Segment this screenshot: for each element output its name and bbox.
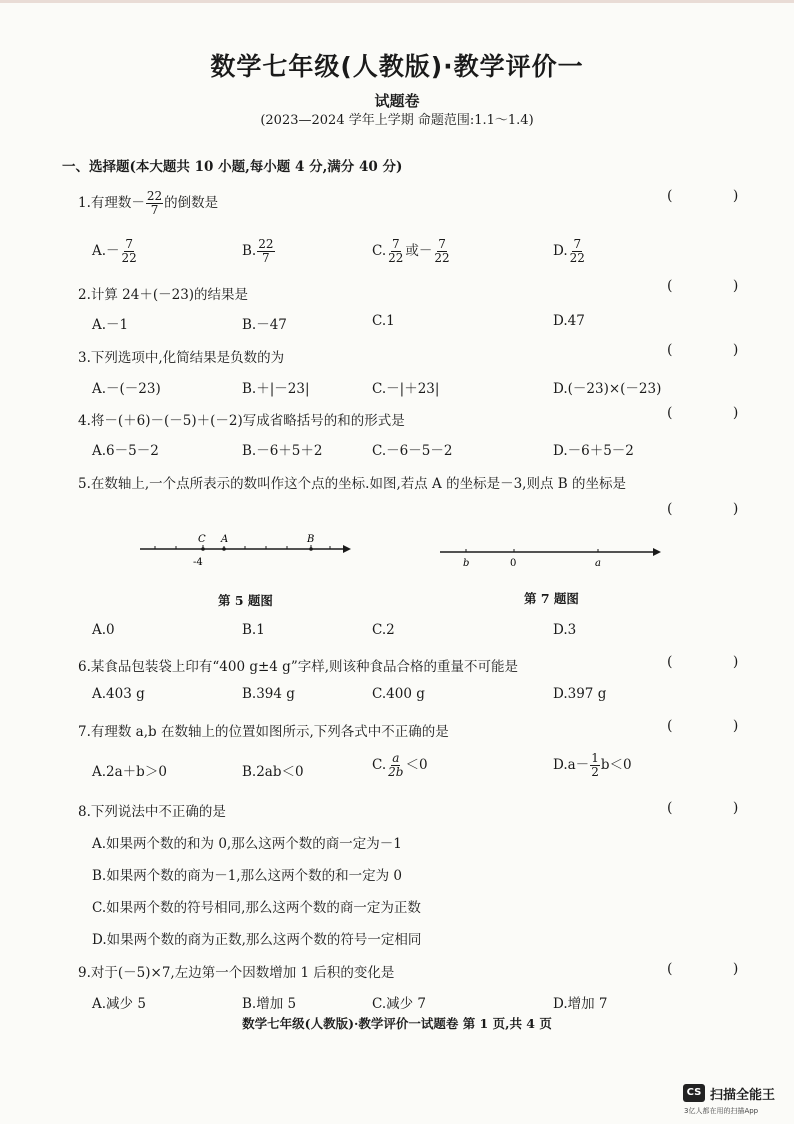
q9-option-d: D.增加 7 xyxy=(553,996,608,1012)
answer-bracket-3: ( ) xyxy=(667,342,767,358)
q5-option-d: D.3 xyxy=(553,622,577,638)
q4-option-a: A.6－5－2 xyxy=(92,443,159,459)
label-b: b xyxy=(463,558,470,569)
page-title: 数学七年级(人教版)·教学评价一 xyxy=(210,52,584,81)
question-4: 4.将－(＋6)－(－5)＋(－2)写成省略括号的和的形式是 xyxy=(78,413,405,429)
q2-option-b: B.－47 xyxy=(242,317,287,333)
q1-option-c: C. $\frac{7}{22}$ 或－ $\frac{7}{22}$ xyxy=(372,237,450,265)
q1-option-b: B. $\frac{22}{7}$ xyxy=(242,237,274,265)
question-3: 3.下列选项中,化简结果是负数的为 xyxy=(78,350,285,366)
q1-suffix: 的倒数是 xyxy=(164,195,219,211)
q1-frac-den: 7 xyxy=(150,203,159,217)
q4-option-d: D.－6＋5－2 xyxy=(553,443,634,459)
q2-option-d: D.47 xyxy=(553,313,585,329)
q7-option-c: C. $\frac{a}{2b}$ ＜0 xyxy=(372,751,428,779)
axis-arrow xyxy=(343,545,351,553)
number-line-figure-5 xyxy=(135,532,355,572)
q6-option-d: D.397 g xyxy=(553,686,607,702)
question-9: 9.对于(－5)×7,左边第一个因数增加 1 后积的变化是 xyxy=(78,965,395,981)
scan-edge xyxy=(0,0,794,3)
answer-bracket-5: ( ) xyxy=(667,501,767,517)
q8-option-c: C.如果两个数的符号相同,那么这两个数的商一定为正数 xyxy=(92,900,421,916)
question-7: 7.有理数 a,b 在数轴上的位置如图所示,下列各式中不正确的是 xyxy=(78,724,449,740)
figure-7-caption: 第 7 题图 xyxy=(524,591,579,606)
question-5: 5.在数轴上,一个点所表示的数叫作这个点的坐标.如图,若点 A 的坐标是－3,则点 B 的坐标是 xyxy=(78,476,626,492)
figure-5-caption: 第 5 题图 xyxy=(218,593,273,608)
q9-option-b: B.增加 5 xyxy=(242,996,297,1012)
question-2: 2.计算 24＋(－23)的结果是 xyxy=(78,287,249,303)
label-c: C xyxy=(198,534,206,545)
q1-fraction xyxy=(146,190,163,217)
q1-prefix: 1.有理数－ xyxy=(78,195,145,211)
page-subtitle: 试题卷 xyxy=(374,92,420,110)
label-a: A xyxy=(221,534,229,545)
point-c xyxy=(201,547,205,551)
q3-option-c: C.－|＋23| xyxy=(372,381,440,397)
answer-bracket-6: ( ) xyxy=(667,654,767,670)
camscanner-logo-icon: CS xyxy=(683,1084,705,1102)
q2-option-c: C.1 xyxy=(372,313,395,329)
answer-bracket-8: ( ) xyxy=(667,800,767,816)
q9-option-a: A.减少 5 xyxy=(92,996,146,1012)
q7-option-d: D.a－ $\frac{1}{2}$ b＜0 xyxy=(553,751,632,779)
q6-option-a: A.403 g xyxy=(92,686,145,702)
q9-option-c: C.减少 7 xyxy=(372,996,427,1012)
q1-option-a: A.－ $\frac{7}{22}$ xyxy=(92,237,137,265)
label-a: a xyxy=(595,558,601,569)
q8-option-a: A.如果两个数的和为 0,那么这两个数的商一定为－1 xyxy=(92,836,402,852)
answer-bracket-9: ( ) xyxy=(667,961,767,977)
answer-bracket-7: ( ) xyxy=(667,718,767,734)
q5-option-b: B.1 xyxy=(242,622,265,638)
q6-option-c: C.400 g xyxy=(372,686,425,702)
q3-option-d: D.(－23)×(－23) xyxy=(553,381,662,397)
q5-option-a: A.0 xyxy=(92,622,115,638)
point-a xyxy=(222,547,226,551)
question-1 xyxy=(78,190,218,217)
q4-option-c: C.－6－5－2 xyxy=(372,443,453,459)
q3-option-a: A.－(－23) xyxy=(92,381,161,397)
answer-bracket-2: ( ) xyxy=(667,278,767,294)
q5-option-c: C.2 xyxy=(372,622,395,638)
question-6: 6.某食品包装袋上印有“400 g±4 g”字样,则该种食品合格的重量不可能是 xyxy=(78,659,519,675)
q1-option-d: D. $\frac{7}{22}$ xyxy=(553,237,585,265)
point-b xyxy=(309,547,313,551)
tick-label: -4 xyxy=(193,557,203,568)
exam-meta: (2023—2024 学年上学期 命题范围:1.1～1.4) xyxy=(260,113,534,128)
q6-option-b: B.394 g xyxy=(242,686,295,702)
camscanner-brand: 扫描全能王 xyxy=(710,1088,776,1103)
axis-arrow xyxy=(653,548,661,556)
camscanner-tagline: 3亿人都在用的扫描App xyxy=(684,1107,759,1115)
q7-option-b: B.2ab＜0 xyxy=(242,764,304,780)
label-b: B xyxy=(307,534,315,545)
section-heading: 一、选择题(本大题共 10 小题,每小题 4 分,满分 40 分) xyxy=(62,159,403,175)
answer-bracket-4: ( ) xyxy=(667,405,767,421)
page-footer: 数学七年级(人教版)·教学评价一试题卷 第 1 页,共 4 页 xyxy=(242,1016,552,1031)
question-8: 8.下列说法中不正确的是 xyxy=(78,804,226,820)
answer-bracket-1: ( ) xyxy=(667,188,767,204)
number-line-figure-7 xyxy=(438,544,668,574)
q4-option-b: B.－6＋5＋2 xyxy=(242,443,323,459)
q3-option-b: B.＋|－23| xyxy=(242,381,310,397)
q8-option-b: B.如果两个数的商为－1,那么这两个数的和一定为 0 xyxy=(92,868,402,884)
q1-frac-num: 22 xyxy=(146,189,163,203)
q7-option-a: A.2a＋b＞0 xyxy=(92,764,167,780)
q2-option-a: A.－1 xyxy=(92,317,129,333)
label-zero: 0 xyxy=(510,558,517,569)
q8-option-d: D.如果两个数的商为正数,那么这两个数的符号一定相同 xyxy=(92,932,422,948)
